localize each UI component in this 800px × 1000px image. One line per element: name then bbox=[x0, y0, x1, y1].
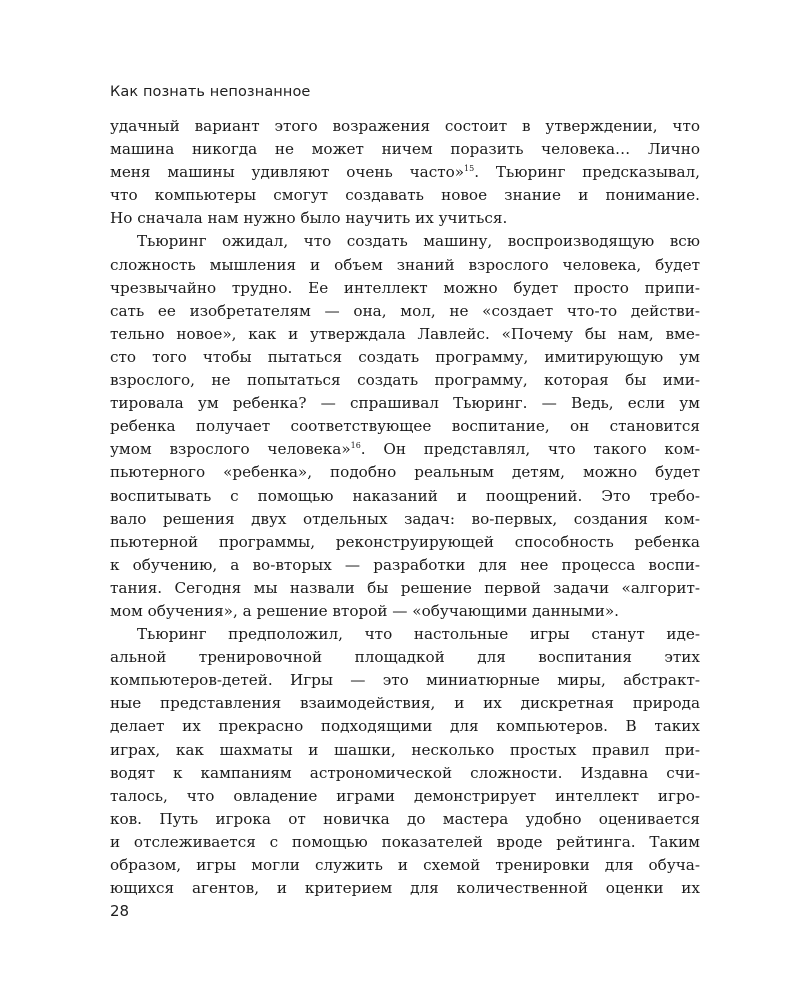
running-head-title: Как познать непознанное bbox=[110, 84, 311, 100]
text-line: взрослого, не попытаться создать программу, которая бы ими- bbox=[110, 371, 700, 390]
text-line: Но сначала нам нужно было научить их учиться. bbox=[110, 209, 508, 228]
footnote-ref-15: 15 bbox=[464, 164, 475, 174]
text-line: тельно новое», как и утверждала Лавлейс. «Почему бы нам, вме- bbox=[110, 324, 700, 343]
text-line: образом, игры могли служить и схемой тренировки для обуча- bbox=[110, 856, 700, 874]
text-line: воспитывать с помощью наказаний и поощрений. Это требо- bbox=[110, 486, 700, 505]
text-line: к обучению, а во-вторых — разработки для нее процесса воспи- bbox=[110, 555, 700, 574]
text-line: чрезвычайно трудно. Ее интеллект можно будет просто припи- bbox=[110, 278, 700, 297]
text-line: талось, что овладение играми демонстрирует интеллект игро- bbox=[110, 786, 700, 805]
text-line: тания. Сегодня мы назвали бы решение первой задачи «алгорит- bbox=[110, 578, 700, 597]
text-line: и отслеживается с помощью показателей вроде рейтинга. Таким bbox=[110, 832, 700, 851]
text-line: удачный вариант этого возражения состоит в утверждении, что bbox=[110, 117, 700, 135]
text-line: ков. Путь игрока от новичка до мастера удобно оценивается bbox=[110, 809, 700, 828]
text-line: тировала ум ребенка? — спрашивал Тьюринг. — Ведь, если ум bbox=[110, 394, 700, 413]
text-line-with-footnote: умом взрослого человека»$^{16}$. Он представлял, что такого ком- bbox=[110, 440, 700, 459]
text-line: сложность мышления и объем знаний взрослого человека, будет bbox=[110, 255, 700, 274]
text-line: что компьютеры смогут создавать новое знание и понимание. bbox=[110, 186, 700, 205]
text-line: компьютеров-детей. Игры — это миниатюрные миры, абстракт- bbox=[110, 671, 700, 690]
body-text bbox=[110, 115, 700, 900]
text-line: ные представления взаимодействия, и их дискретная природа bbox=[110, 694, 700, 713]
text-line: машина никогда не может ничем поразить человека… Лично bbox=[110, 140, 700, 159]
footnote-ref-16: 16 bbox=[350, 441, 361, 451]
text-line: ющихся агентов, и критерием для количественной оценки их bbox=[110, 879, 700, 898]
text-line: альной тренировочной площадкой для воспитания этих bbox=[110, 648, 700, 667]
text-line: пьютерной программы, реконструирующей способность ребенка bbox=[110, 532, 700, 551]
text-line-with-footnote: меня машины удивляют очень часто»$^{15}$. Тьюринг предсказывал, bbox=[110, 163, 700, 182]
page-number: 28 bbox=[110, 902, 130, 920]
text-line: вало решения двух отдельных задач: во-первых, создания ком- bbox=[110, 509, 700, 528]
text-line: водят к кампаниям астрономической сложности. Издавна счи- bbox=[110, 763, 700, 782]
paragraph-first-line: Тьюринг ожидал, что создать машину, воспроизводящую всю bbox=[137, 232, 700, 251]
text-line: делает их прекрасно подходящими для компьютеров. В таких bbox=[110, 717, 700, 736]
text-line: пьютерного «ребенка», подобно реальным детям, можно будет bbox=[110, 463, 700, 482]
text-line: сать ее изобретателям — она, мол, не «создает что-то действи- bbox=[110, 301, 700, 320]
text-line: сто того чтобы пытаться создать программу, имитирующую ум bbox=[110, 347, 700, 366]
text-line: ребенка получает соответствующее воспитание, он становится bbox=[110, 417, 700, 436]
text-line: играх, как шахматы и шашки, несколько простых правил при- bbox=[110, 740, 700, 759]
text-line: мом обучения», а решение второй — «обучающими данными». bbox=[110, 601, 619, 620]
paragraph-first-line: Тьюринг предположил, что настольные игры станут иде- bbox=[137, 625, 700, 644]
